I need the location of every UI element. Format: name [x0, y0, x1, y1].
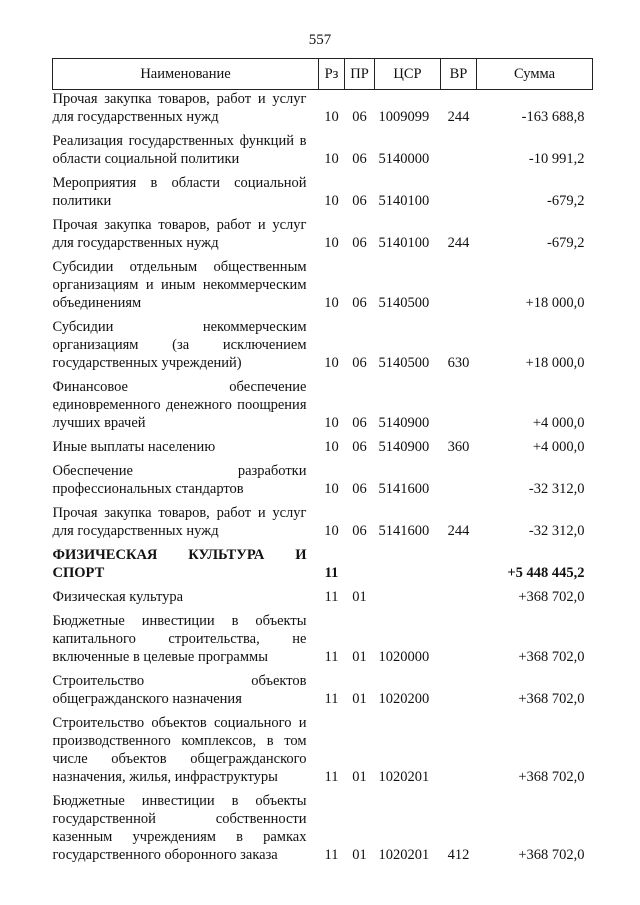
table-body — [53, 90, 593, 865]
cell-vr — [441, 588, 477, 606]
cell-pr: 06 — [352, 481, 367, 497]
table-row — [53, 672, 593, 708]
cell-csr: 5140900 — [378, 439, 430, 455]
cell-vr — [441, 378, 477, 432]
cell-name: Финансовое обеспечение единовременного денежного поощрения лучших врачей — [52, 379, 307, 431]
cell-sum: -679,2 — [547, 235, 585, 251]
cell-name: Строительство объектов социального и производственного комплексов, в том числе объектов общегражданского назначения, жилья, инфраструктуры — [52, 715, 307, 785]
cell-csr: 5140500 — [378, 295, 430, 311]
cell-vr — [441, 132, 477, 168]
cell-vr — [441, 258, 477, 312]
cell-vr — [441, 174, 477, 210]
cell-pr: 01 — [352, 847, 367, 863]
cell-csr: 5140000 — [378, 151, 430, 167]
cell-csr: 1020201 — [378, 769, 430, 785]
cell-sum: +368 702,0 — [518, 589, 585, 605]
cell-rz: 10 — [324, 481, 339, 497]
cell-csr — [375, 588, 441, 606]
cell-csr: 5140100 — [378, 193, 430, 209]
cell-sum: +368 702,0 — [518, 769, 585, 785]
cell-vr: 630 — [447, 355, 470, 371]
table-row — [53, 546, 593, 582]
table-row — [53, 216, 593, 252]
cell-vr: 244 — [447, 523, 470, 539]
header-sum: Сумма — [477, 59, 593, 90]
cell-pr: 06 — [352, 295, 367, 311]
table-row — [53, 588, 593, 606]
cell-csr: 5140100 — [378, 235, 430, 251]
cell-vr: 244 — [447, 109, 470, 125]
cell-pr: 06 — [352, 193, 367, 209]
cell-sum: +18 000,0 — [525, 355, 585, 371]
cell-pr: 06 — [352, 523, 367, 539]
cell-sum: -163 688,8 — [521, 109, 585, 125]
cell-rz: 11 — [324, 691, 339, 707]
cell-name: Прочая закупка товаров, работ и услуг для государственных нужд — [52, 91, 307, 125]
table-row — [53, 378, 593, 432]
cell-vr — [441, 612, 477, 666]
page-number: 557 — [308, 32, 332, 48]
cell-sum: +368 702,0 — [518, 847, 585, 863]
cell-rz: 10 — [324, 193, 339, 209]
cell-sum: +368 702,0 — [518, 691, 585, 707]
cell-csr: 5140500 — [378, 355, 430, 371]
cell-sum: +4 000,0 — [532, 439, 585, 455]
cell-csr: 5140900 — [378, 415, 430, 431]
table-row — [53, 504, 593, 540]
cell-csr: 5141600 — [378, 523, 430, 539]
cell-sum: -32 312,0 — [528, 481, 585, 497]
cell-csr: 1009099 — [378, 109, 430, 125]
cell-csr — [375, 546, 441, 582]
table-row — [53, 714, 593, 786]
cell-sum: -10 991,2 — [528, 151, 585, 167]
cell-sum: -32 312,0 — [528, 523, 585, 539]
cell-pr: 06 — [352, 109, 367, 125]
table-row — [53, 438, 593, 456]
cell-pr: 01 — [352, 649, 367, 665]
table-row — [53, 258, 593, 312]
table-row — [53, 318, 593, 372]
table-row — [53, 612, 593, 666]
cell-rz: 10 — [324, 355, 339, 371]
cell-name: ФИЗИЧЕСКАЯ КУЛЬТУРА И СПОРТ — [52, 547, 307, 581]
header-csr: ЦСР — [375, 59, 441, 90]
cell-name: Иные выплаты населению — [52, 439, 216, 455]
cell-pr — [345, 546, 375, 582]
cell-sum: +18 000,0 — [525, 295, 585, 311]
cell-vr: 412 — [447, 847, 470, 863]
cell-name: Физическая культура — [52, 589, 184, 605]
header-rz: Рз — [319, 59, 345, 90]
table-row — [53, 792, 593, 864]
cell-rz: 11 — [324, 565, 339, 581]
cell-pr: 06 — [352, 151, 367, 167]
cell-pr: 06 — [352, 355, 367, 371]
cell-sum: +5 448 445,2 — [507, 565, 585, 581]
table-row — [53, 174, 593, 210]
cell-vr: 360 — [447, 439, 470, 455]
cell-sum: -679,2 — [547, 193, 585, 209]
cell-name: Строительство объектов общегражданского назначения — [52, 673, 307, 707]
header-pr: ПР — [345, 59, 375, 90]
cell-vr — [441, 462, 477, 498]
cell-rz: 10 — [324, 295, 339, 311]
cell-name: Субсидии отдельным общественным организациям и иным некоммерческим объединениям — [52, 259, 307, 311]
cell-vr — [441, 714, 477, 786]
cell-pr: 01 — [352, 589, 367, 605]
cell-name: Прочая закупка товаров, работ и услуг для государственных нужд — [52, 217, 307, 251]
cell-name: Реализация государственных функций в области социальной политики — [52, 133, 307, 167]
header-vr: ВР — [441, 59, 477, 90]
cell-name: Субсидии некоммерческим организациям (за исключением государственных учреждений) — [52, 319, 307, 371]
cell-rz: 11 — [324, 649, 339, 665]
cell-csr: 5141600 — [378, 481, 430, 497]
table-row — [53, 462, 593, 498]
budget-table — [52, 58, 593, 864]
cell-name: Прочая закупка товаров, работ и услуг для государственных нужд — [52, 505, 307, 539]
cell-sum: +368 702,0 — [518, 649, 585, 665]
cell-pr: 01 — [352, 769, 367, 785]
cell-rz: 10 — [324, 151, 339, 167]
cell-rz: 10 — [324, 439, 339, 455]
table-row — [53, 132, 593, 168]
cell-rz: 11 — [324, 769, 339, 785]
table-row — [53, 90, 593, 127]
cell-sum: +4 000,0 — [532, 415, 585, 431]
cell-name: Бюджетные инвестиции в объекты государственной собственности казенным учреждениям в рамках государственного оборонного заказа — [52, 793, 307, 863]
cell-rz: 10 — [324, 109, 339, 125]
cell-rz: 11 — [324, 589, 339, 605]
cell-rz: 10 — [324, 415, 339, 431]
cell-vr: 244 — [447, 235, 470, 251]
cell-rz: 10 — [324, 235, 339, 251]
table-header — [53, 59, 593, 90]
cell-pr: 06 — [352, 439, 367, 455]
cell-name: Мероприятия в области социальной политики — [52, 175, 307, 209]
cell-rz: 10 — [324, 523, 339, 539]
cell-pr: 06 — [352, 235, 367, 251]
cell-vr — [441, 672, 477, 708]
cell-csr: 1020000 — [378, 649, 430, 665]
cell-pr: 06 — [352, 415, 367, 431]
cell-csr: 1020200 — [378, 691, 430, 707]
cell-name: Бюджетные инвестиции в объекты капитального строительства, не включенные в целевые программы — [52, 613, 307, 665]
cell-vr — [441, 546, 477, 582]
header-name: Наименование — [53, 59, 319, 90]
cell-name: Обеспечение разработки профессиональных стандартов — [52, 463, 307, 497]
cell-csr: 1020201 — [378, 847, 430, 863]
cell-rz: 11 — [324, 847, 339, 863]
cell-pr: 01 — [352, 691, 367, 707]
